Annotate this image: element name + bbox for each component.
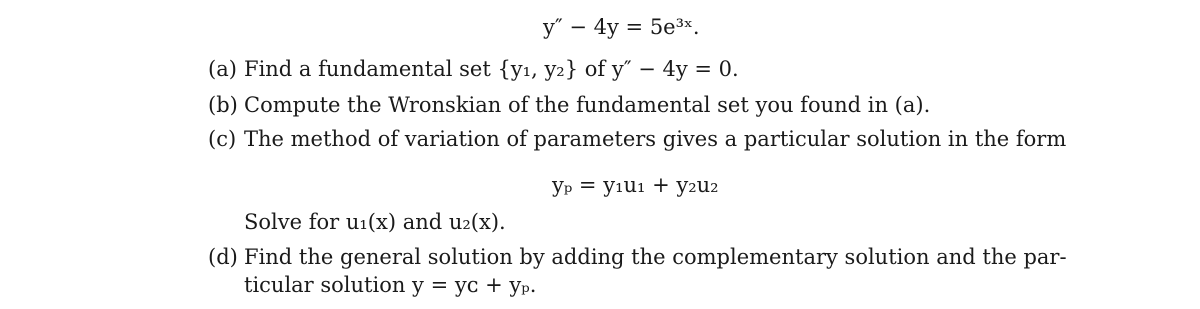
item-marker: (b) <box>208 93 238 117</box>
list-item-d-continuation: ticular solution y = yᴄ + yₚ. <box>244 273 537 297</box>
item-marker: (c) <box>208 127 237 151</box>
item-text: The method of variation of parameters gives a particular solution in the form <box>244 127 1067 151</box>
item-text: Find a fundamental set {y₁, y₂} of y″ − 4y = 0. <box>244 57 739 81</box>
item-marker: (a) <box>208 57 237 81</box>
list-item-a <box>208 56 739 82</box>
list-item-b <box>208 92 930 118</box>
item-marker: (d) <box>208 245 238 269</box>
item-text: Find the general solution by adding the complementary solution and the par- <box>244 245 1067 269</box>
list-item-c <box>208 126 1066 152</box>
differential-equation: y″ − 4y = 5e³ˣ. <box>543 15 700 39</box>
particular-solution-form: yₚ = y₁u₁ + y₂u₂ <box>552 173 719 197</box>
item-text: Compute the Wronskian of the fundamental set you found in (a). <box>244 93 931 117</box>
list-item-d <box>208 244 1067 270</box>
solve-instruction: Solve for u₁(x) and u₂(x). <box>244 210 506 234</box>
